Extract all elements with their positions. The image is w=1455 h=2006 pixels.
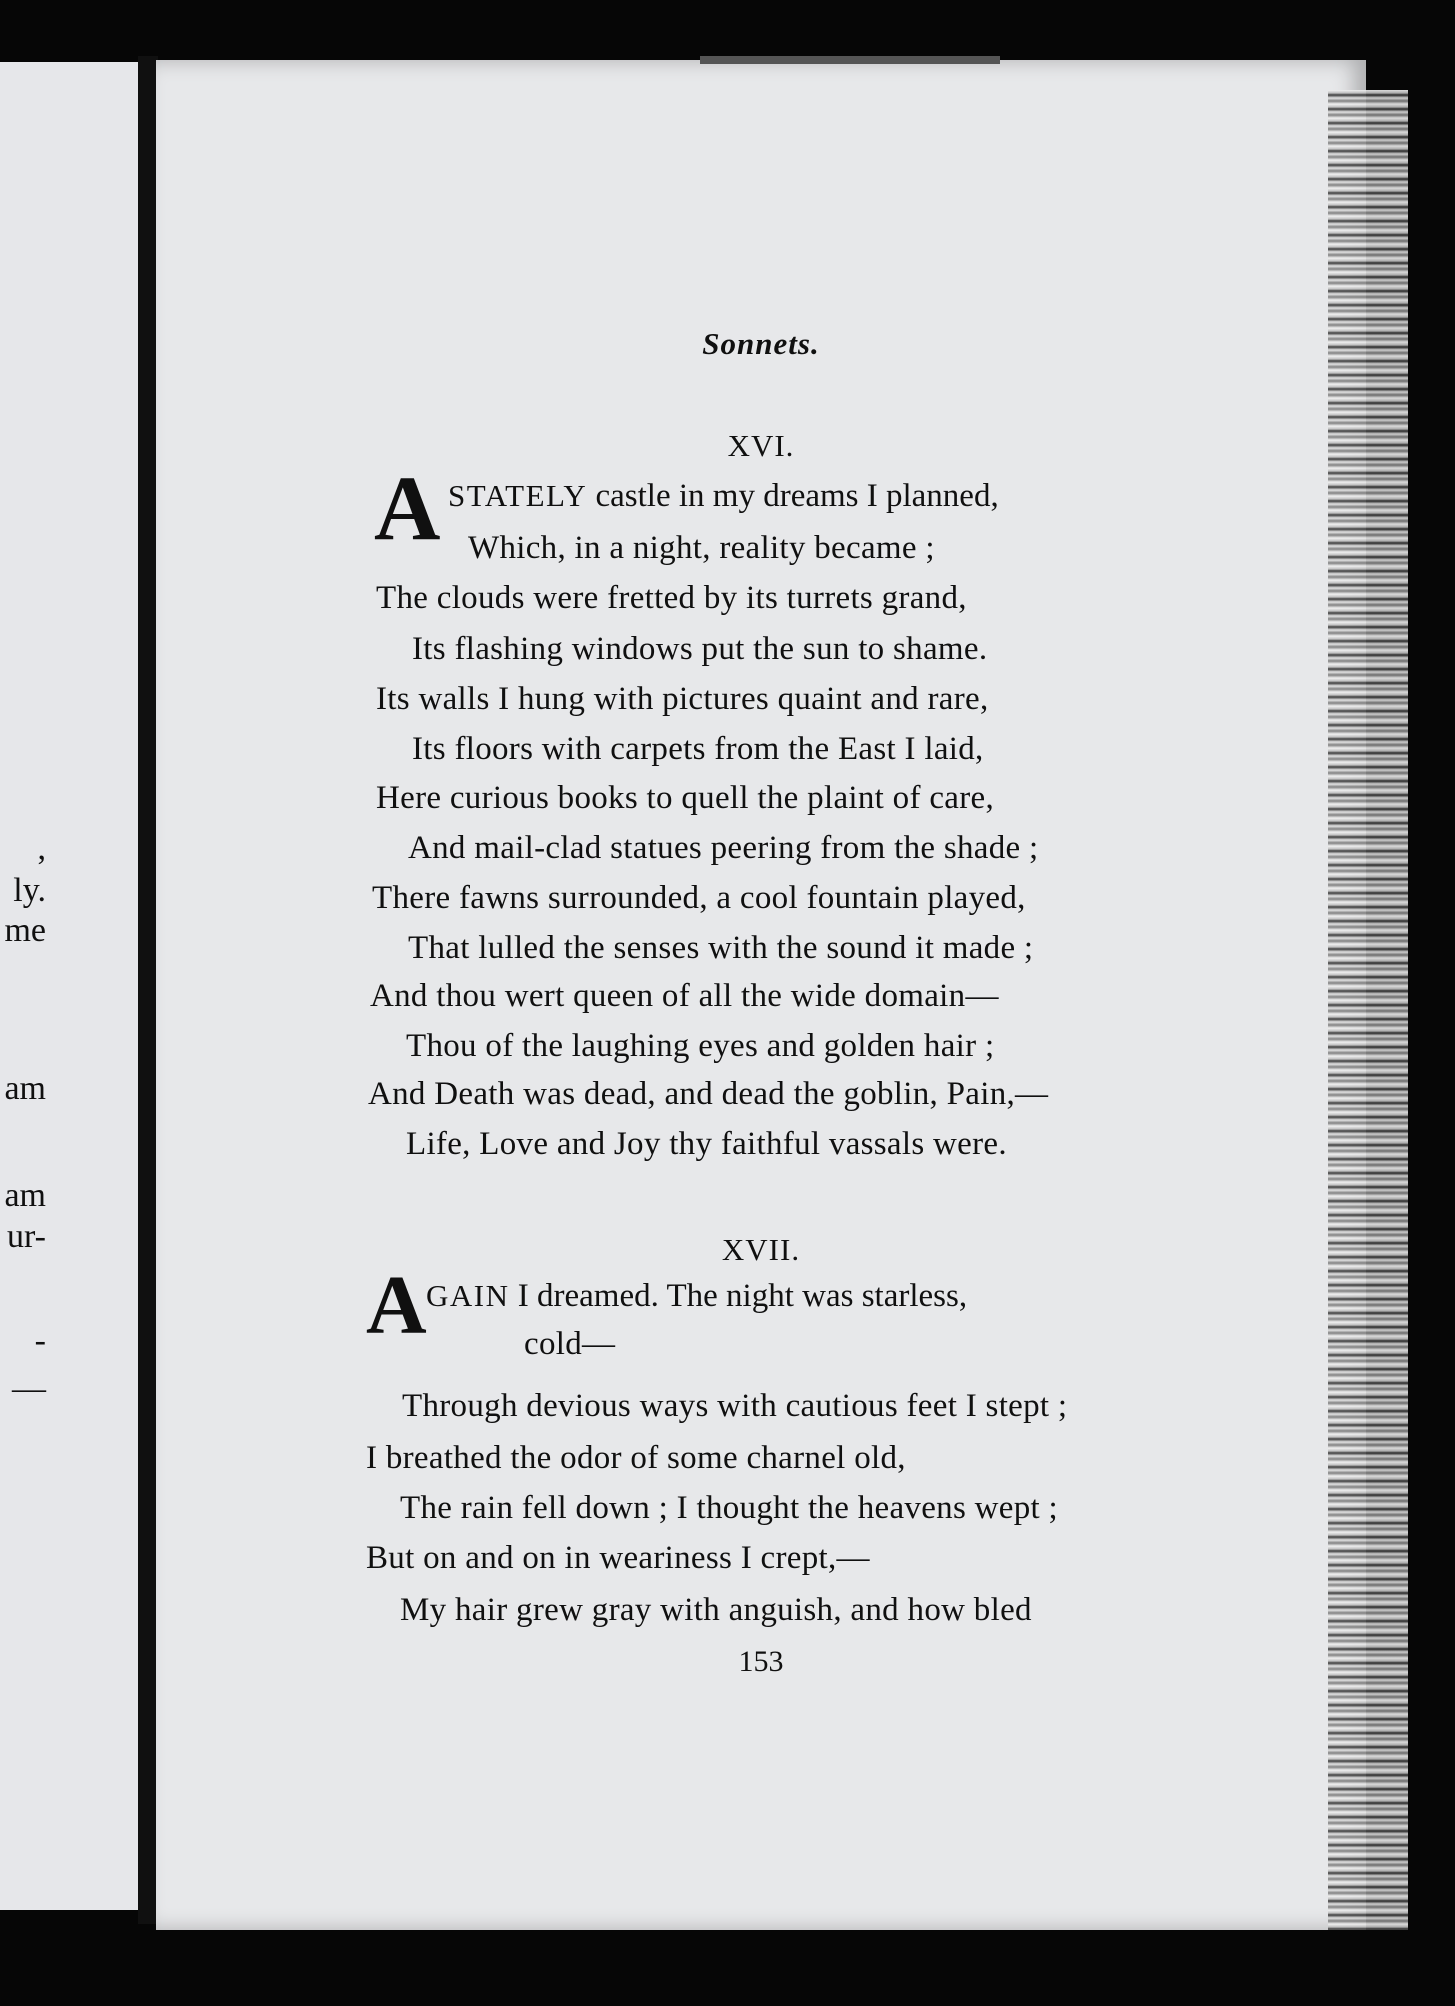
poem-line: But on and on in weariness I crept,—: [366, 1540, 870, 1576]
poem-line: I breathed the odor of some charnel old,: [366, 1440, 906, 1476]
left-fragment: —: [12, 1370, 46, 1407]
poem-line: Here curious books to quell the plaint of care,: [376, 780, 994, 816]
drop-cap: A: [374, 457, 441, 559]
left-fragment: me: [4, 912, 46, 949]
poem-first-line: [448, 480, 999, 513]
left-facing-page: [0, 62, 138, 1910]
left-fragment: ur-: [7, 1218, 46, 1255]
binding-strip: [700, 56, 1000, 64]
sonnet-numeral: XVII.: [721, 1232, 801, 1267]
poem-line: The clouds were fretted by its turrets grand,: [376, 580, 967, 616]
book-gutter: [138, 56, 158, 1924]
left-fragment: am: [4, 1070, 46, 1107]
poem-line: Life, Love and Joy thy faithful vassals were.: [406, 1126, 1007, 1162]
first-word: GAIN: [426, 1278, 510, 1313]
poem-line: Through devious ways with cautious feet I stept ;: [402, 1388, 1068, 1424]
first-line-text: castle in my dreams I planned,: [587, 478, 999, 514]
left-fragment: am: [4, 1177, 46, 1214]
poem-line: And Death was dead, and dead the goblin, Pain,—: [368, 1076, 1049, 1112]
poem-line: There fawns surrounded, a cool fountain played,: [372, 880, 1026, 916]
poem-line: Its floors with carpets from the East I laid,: [412, 731, 984, 767]
sonnet-numeral: XVI.: [727, 428, 795, 463]
poem-line: My hair grew gray with anguish, and how bled: [400, 1592, 1032, 1628]
drop-cap: A: [366, 1259, 427, 1352]
page-stack-edge: [1328, 90, 1408, 1930]
page-number: 153: [738, 1645, 784, 1678]
poem-line: cold—: [524, 1326, 616, 1362]
poem-line: Its flashing windows put the sun to shame.: [412, 631, 988, 667]
left-fragment: ,: [37, 830, 46, 867]
left-fragment: -: [34, 1322, 46, 1359]
first-word: STATELY: [448, 478, 588, 513]
poem-line: Which, in a night, reality became ;: [468, 530, 935, 566]
poem-line: That lulled the senses with the sound it made ;: [408, 930, 1034, 966]
poem-line: Thou of the laughing eyes and golden hair ;: [406, 1028, 995, 1064]
poem-first-line: [426, 1280, 967, 1313]
first-line-text: I dreamed. The night was starless,: [509, 1278, 968, 1314]
poem-line: And mail-clad statues peering from the shade ;: [408, 830, 1039, 866]
book-page: [156, 60, 1366, 1930]
poem-line: And thou wert queen of all the wide domain—: [370, 978, 999, 1014]
poem-line: Its walls I hung with pictures quaint and rare,: [376, 681, 989, 717]
poem-line: The rain fell down ; I thought the heavens wept ;: [400, 1490, 1059, 1526]
left-fragment: ly.: [13, 872, 46, 909]
running-header: Sonnets.: [702, 326, 820, 361]
